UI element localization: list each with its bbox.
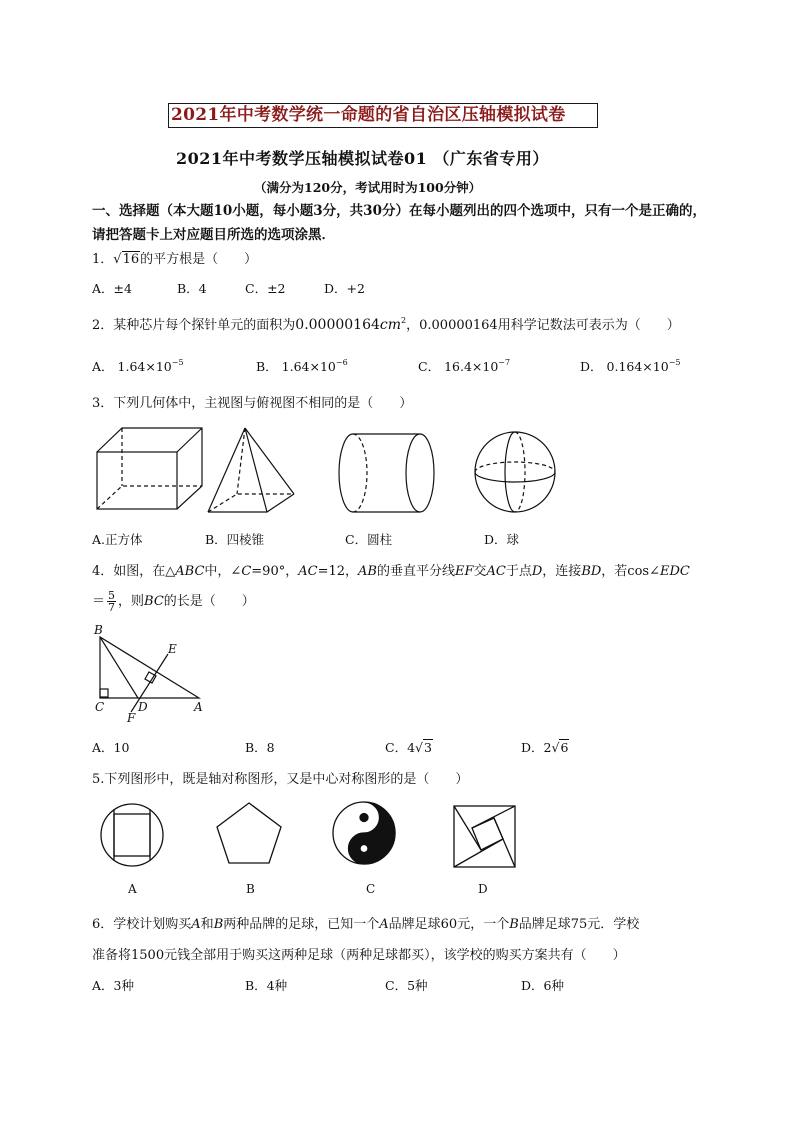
q6-option-a: A．3种 — [92, 978, 134, 993]
q2-option-b-exp: −6 — [335, 358, 348, 367]
q4-text: 于点 — [505, 564, 532, 579]
q1-text: 的平方根是（ ） — [140, 252, 258, 267]
q2-option-b-label: B． — [256, 359, 278, 374]
q2-option-c-label: C． — [418, 359, 441, 374]
q2-option-d-label: D． — [580, 359, 603, 374]
q4-var-ac: AC — [486, 564, 506, 579]
q2-option-a-base: 1.64×10 — [117, 359, 172, 374]
q1-radicand: 16 — [122, 252, 140, 267]
q4-var-ab: AB — [358, 564, 377, 579]
q3-option-b: B．四棱锥 — [205, 532, 265, 547]
q4-text: 中，∠ — [204, 564, 242, 579]
q2-text-a: 2．某种芯片每个探针单元的面积为 — [92, 318, 296, 333]
exam-subtitle: （满分为120分，考试用时为100分钟） — [254, 180, 482, 195]
q2-option-d-exp: −5 — [668, 358, 681, 367]
q6-var-b: B — [509, 917, 519, 932]
q2-unit-exp: 2 — [401, 316, 407, 325]
q6-text: 6．学校计划购买 — [92, 917, 192, 932]
q4-text: =90°， — [251, 564, 299, 579]
q4-var-bd: BD — [581, 564, 602, 579]
q6-option-d: D．6种 — [521, 978, 564, 993]
q3-option-c: C．圆柱 — [345, 532, 393, 547]
q2-option-b-base: 1.64×10 — [281, 359, 336, 374]
yin-yang-figure — [333, 802, 395, 864]
q4-var-d: D — [531, 564, 543, 579]
pinwheel-square-figure — [454, 806, 515, 867]
sqrt-sign: √ — [415, 740, 423, 755]
q4-equals: ＝ — [92, 594, 106, 609]
label-b: B — [94, 623, 103, 637]
q5-label-d: D — [478, 882, 488, 896]
question-5: 5.下列图形中，既是轴对称图形，又是中心对称图形的是（ ） — [92, 772, 469, 787]
q6-text: 品牌足球75元．学校 — [518, 917, 640, 932]
q1-option-a: A．±4 — [92, 281, 132, 296]
q2-option-a-label: A． — [92, 359, 114, 374]
q2-option-c-exp: −7 — [498, 358, 511, 367]
label-e: E — [168, 642, 177, 656]
q6-var-a: A — [379, 917, 389, 932]
q3-option-a: A.正方体 — [92, 532, 143, 547]
q6-text: 两种品牌的足球，已知一个 — [223, 917, 380, 932]
q1-option-b: B．4 — [177, 281, 207, 296]
q4-var-bc: BC — [144, 594, 164, 609]
q2-text-b: ，0.00000164用科学记数法可表示为（ ） — [406, 318, 680, 333]
q4-var-abc: ABC — [175, 564, 205, 579]
sqrt-sign: √ — [551, 740, 560, 755]
q4-text: 的垂直平分线 — [376, 564, 455, 579]
q4-text: 4．如图，在△ — [92, 564, 176, 579]
q4-var-ef: EF — [454, 564, 474, 579]
pentagon-figure — [217, 803, 281, 863]
label-f: F — [127, 711, 136, 725]
q4-text: ，则 — [118, 594, 145, 609]
label-c: C — [95, 700, 105, 714]
question-6-line-1 — [92, 913, 639, 932]
label-a: A — [194, 700, 203, 714]
q1-option-c: C．±2 — [245, 281, 286, 296]
q4-text: =12， — [317, 564, 358, 579]
q4-text: 的长是（ ） — [163, 594, 255, 609]
q4-fraction-numerator: 5 — [108, 589, 116, 602]
exam-series-banner: 2021年中考数学统一命题的省自治区压轴模拟试卷 — [168, 103, 598, 128]
q2-option-d-base: 0.164×10 — [606, 359, 669, 374]
q4-option-a: A．10 — [92, 740, 130, 755]
q4-option-d-text: D．2 — [521, 740, 552, 755]
q4-var-ac: AC — [298, 564, 318, 579]
q6-option-b: B．4种 — [245, 978, 288, 993]
section-heading: 一、选择题（本大题10小题，每小题3分，共30分）在每小题列出的四个选项中，只有一个是正确的，请把答题卡上对应题目所选的选项涂黑． — [92, 203, 706, 243]
label-d: D — [138, 700, 148, 714]
q4-text: 交 — [473, 564, 487, 579]
q4-option-c-text: C．4 — [385, 740, 416, 755]
circle-square-figure — [101, 804, 163, 866]
q4-option-d-radicand: 6 — [560, 740, 569, 755]
question-6-line-2: 准备将1500元钱全部用于购买这两种足球（两种足球都买），该学校的购买方案共有（ ） — [92, 948, 626, 963]
q2-option-a-exp: −5 — [171, 358, 184, 367]
question-3: 3．下列几何体中，主视图与俯视图不相同的是（ ） — [92, 396, 413, 411]
q4-text: ，若cos∠ — [601, 564, 660, 579]
q3-option-d: D．球 — [484, 532, 520, 547]
q1-option-d: D．+2 — [324, 281, 365, 296]
q2-option-c-base: 16.4×10 — [444, 359, 499, 374]
q1-number: 1． — [92, 252, 114, 267]
q4-option-b: B．8 — [245, 740, 275, 755]
q5-label-c: C — [366, 882, 376, 896]
q5-label-b: B — [246, 882, 255, 896]
q5-label-a: A — [128, 882, 137, 896]
q4-text: ，连接 — [542, 564, 582, 579]
q4-fraction-denominator: 7 — [108, 601, 116, 614]
sqrt-sign: √ — [113, 252, 122, 267]
q4-var-c: C — [241, 564, 252, 579]
q2-value: 0.00000164 — [295, 317, 380, 333]
exam-title: 2021年中考数学压轴模拟试卷01 （广东省专用） — [176, 149, 549, 168]
q6-var-b: B — [213, 917, 224, 932]
q6-var-a: A — [191, 917, 201, 932]
q6-text: 品牌足球60元，一个 — [388, 917, 510, 932]
q4-var-edc: EDC — [659, 564, 690, 579]
q2-unit: cm — [379, 317, 402, 333]
q4-option-c-radicand: 3 — [424, 740, 432, 755]
q6-text: 和 — [200, 917, 214, 932]
q6-option-c: C．5种 — [385, 978, 428, 993]
